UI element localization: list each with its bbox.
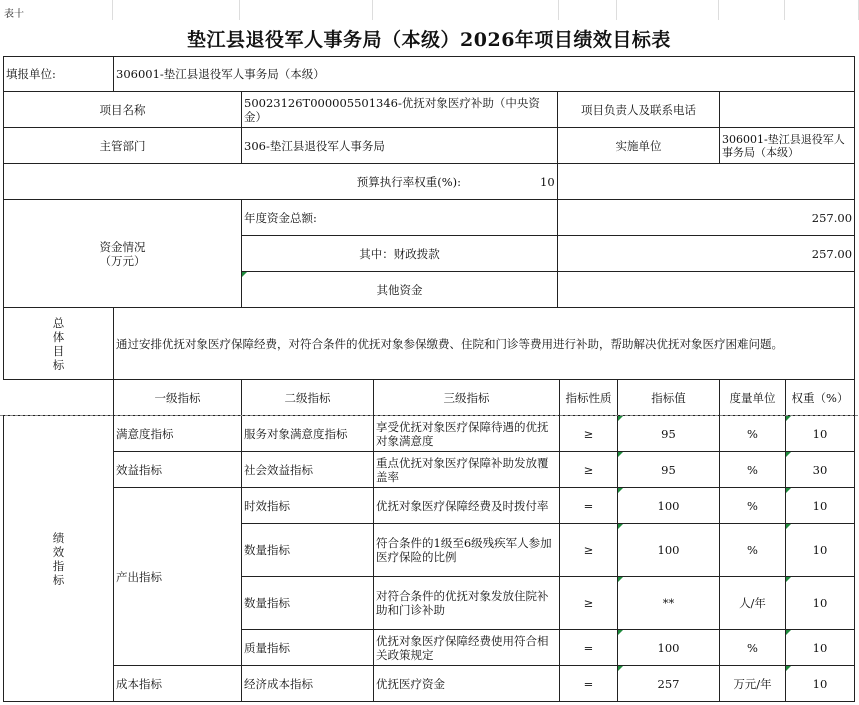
- funds-total-label: 年度资金总额:: [242, 200, 558, 236]
- row-value: 95: [618, 452, 720, 488]
- budget-weight-label: 预算执行率权重(%):: [4, 164, 558, 200]
- row-nature: =: [560, 666, 618, 702]
- project-leader-value: [720, 92, 855, 128]
- indicator-table: [3, 379, 855, 702]
- tag-row-grid: [0, 0, 859, 20]
- project-name-label: 项目名称: [4, 92, 242, 128]
- funds-total-value: 257.00: [558, 200, 855, 236]
- row-weight: 10: [786, 630, 855, 666]
- budget-weight-value: 10: [540, 174, 555, 189]
- row-value: 257: [618, 666, 720, 702]
- row-unit: %: [720, 416, 786, 452]
- row-nature: =: [560, 630, 618, 666]
- header-nature: 指标性质: [560, 380, 618, 416]
- table-row: [4, 666, 855, 702]
- row-l2: 服务对象满意度指标: [242, 416, 374, 452]
- table-row: [4, 452, 855, 488]
- header-value: 指标值: [618, 380, 720, 416]
- fill-unit-value: 306001-垫江县退役军人事务局（本级）: [114, 57, 855, 92]
- funds-label-line2: （万元）: [99, 253, 146, 268]
- row-value: 100: [618, 524, 720, 577]
- goal-label: [4, 308, 114, 380]
- budget-weight-cell: [540, 164, 855, 200]
- row-unit: 人/年: [720, 577, 786, 630]
- row-l2: 时效指标: [242, 488, 374, 524]
- row-value: 100: [618, 630, 720, 666]
- impl-label: 实施单位: [558, 128, 720, 164]
- project-leader-label: 项目负责人及联系电话: [558, 92, 720, 128]
- row-l3: 对符合条件的优抚对象发放住院补助和门诊补助: [374, 577, 560, 630]
- row-l2: 数量指标: [242, 524, 374, 577]
- row-unit: %: [720, 630, 786, 666]
- row-l2: 经济成本指标: [242, 666, 374, 702]
- row-value: 95: [618, 416, 720, 452]
- goal-label-char-2: 体: [52, 329, 65, 344]
- funds-label: [4, 200, 242, 308]
- funds-other-label: 其他资金: [242, 272, 558, 308]
- page-break-line: [0, 415, 858, 416]
- page-title: 垫江县退役军人事务局（本级）2026年项目绩效目标表: [187, 29, 671, 51]
- project-info-table: [3, 56, 855, 380]
- indicator-header-blank: [4, 380, 114, 416]
- header-l2: 二级指标: [242, 380, 374, 416]
- funds-fiscal-label: 其中：财政拨款: [242, 236, 558, 272]
- project-name-value: 50023126T000005501346-优抚对象医疗补助（中央资金）: [242, 92, 558, 128]
- row-unit: 万元/年: [720, 666, 786, 702]
- performance-label-char-1: 绩: [52, 530, 65, 545]
- row-nature: ≥: [560, 524, 618, 577]
- row-value: 100: [618, 488, 720, 524]
- row-nature: ≥: [560, 577, 618, 630]
- row-weight: 10: [786, 416, 855, 452]
- performance-label: [4, 416, 114, 702]
- row-l2: 质量指标: [242, 630, 374, 666]
- goal-label-char-3: 目: [52, 343, 65, 358]
- table-row: [4, 416, 855, 452]
- dept-value: 306-垫江县退役军人事务局: [242, 128, 558, 164]
- goal-label-char-4: 标: [52, 357, 65, 372]
- row-l1: 满意度指标: [114, 416, 242, 452]
- row-nature: =: [560, 488, 618, 524]
- header-weight: 权重（%）: [786, 380, 855, 416]
- row-l3: 重点优抚对象医疗保障补助发放覆盖率: [374, 452, 560, 488]
- performance-label-char-3: 指: [52, 558, 65, 573]
- header-unit: 度量单位: [720, 380, 786, 416]
- funds-fiscal-value: 257.00: [558, 236, 855, 272]
- row-l1: 产出指标: [114, 488, 242, 666]
- row-l2: 社会效益指标: [242, 452, 374, 488]
- row-l3: 优抚对象医疗保障经费使用符合相关政策规定: [374, 630, 560, 666]
- row-l2: 数量指标: [242, 577, 374, 630]
- sheet-tag: 表十: [4, 9, 24, 20]
- performance-label-char-2: 效: [52, 544, 65, 559]
- funds-label-line1: 资金情况: [99, 239, 146, 254]
- row-unit: %: [720, 488, 786, 524]
- row-nature: ≥: [560, 452, 618, 488]
- funds-other-value: [558, 272, 855, 308]
- row-weight: 10: [786, 524, 855, 577]
- row-l3: 优抚对象医疗保障经费及时拨付率: [374, 488, 560, 524]
- row-weight: 10: [786, 577, 855, 630]
- row-weight: 10: [786, 488, 855, 524]
- impl-value: 306001-垫江县退役军人事务局（本级）: [720, 128, 855, 164]
- row-l3: 符合条件的1级至6级残疾军人参加医疗保险的比例: [374, 524, 560, 577]
- row-unit: %: [720, 524, 786, 577]
- row-nature: ≥: [560, 416, 618, 452]
- header-l1: 一级指标: [114, 380, 242, 416]
- goal-label-char-1: 总: [52, 315, 65, 330]
- row-l3: 享受优抚对象医疗保障待遇的优抚对象满意度: [374, 416, 560, 452]
- goal-text: 通过安排优抚对象医疗保障经费，对符合条件的优抚对象参保缴费、住院和门诊等费用进行补助，帮助解决优抚对象医疗困难问题。: [114, 308, 855, 380]
- row-value: **: [618, 577, 720, 630]
- dept-label: 主管部门: [4, 128, 242, 164]
- row-l1: 效益指标: [114, 452, 242, 488]
- row-l3: 优抚医疗资金: [374, 666, 560, 702]
- row-unit: %: [720, 452, 786, 488]
- row-weight: 10: [786, 666, 855, 702]
- header-l3: 三级指标: [374, 380, 560, 416]
- fill-unit-label: 填报单位:: [4, 57, 114, 92]
- table-row: [4, 488, 855, 524]
- performance-label-char-4: 标: [52, 572, 65, 587]
- row-weight: 30: [786, 452, 855, 488]
- row-l1: 成本指标: [114, 666, 242, 702]
